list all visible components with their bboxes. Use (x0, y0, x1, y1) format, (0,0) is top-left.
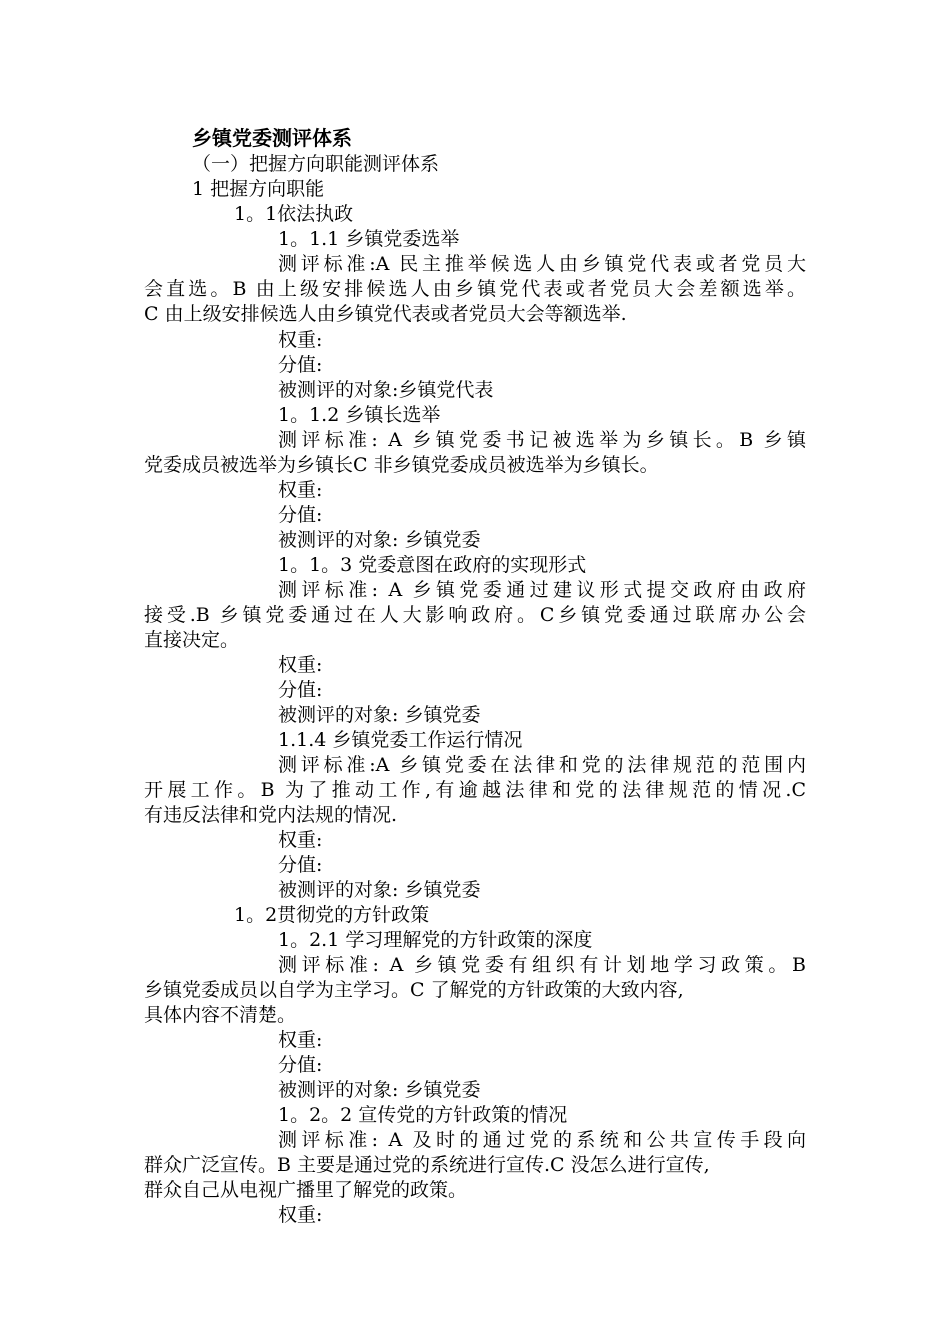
target-label: 被测评的对象: 乡镇党委 (278, 879, 481, 901)
criteria-line: 测评标准: A 及时的通过党的系统和公共宣传手段向 (278, 1129, 806, 1151)
group-heading-2: 1。2贯彻党的方针政策 (234, 904, 430, 926)
criteria-line: 测评标准:A 乡镇党委在法律和党的法律规范的范围内 (278, 754, 806, 776)
section-heading: （一）把握方向职能测评体系 (192, 153, 440, 175)
score-label: 分值: (278, 854, 323, 876)
criteria-line: 具体内容不清楚。 (144, 1004, 297, 1026)
criteria-line: 测评标准: A 乡镇党委书记被选举为乡镇长。B 乡镇 (278, 429, 806, 451)
doc-title: 乡镇党委测评体系 (192, 126, 352, 150)
group-heading-1: 1。1依法执政 (234, 203, 354, 225)
weight-label: 权重: (278, 479, 323, 501)
item-heading: 1。1.2 乡镇长选举 (278, 404, 441, 426)
criteria-line: 党委成员被选举为乡镇长C 非乡镇党委成员被选举为乡镇长。 (144, 454, 659, 476)
criteria-line: 会直选。B 由上级安排候选人由乡镇党代表或者党员大会差额选举。 (144, 278, 806, 300)
score-label: 分值: (278, 1054, 323, 1076)
criteria-line: 直接决定。 (144, 629, 240, 651)
subsection-heading: 1 把握方向职能 (192, 178, 325, 200)
criteria-line: 开展工作。B 为了推动工作,有逾越法律和党的法律规范的情况.C (144, 779, 806, 801)
item-heading: 1.1.4 乡镇党委工作运行情况 (278, 729, 523, 751)
score-label: 分值: (278, 679, 323, 701)
criteria-line: 有违反法律和党内法规的情况. (144, 804, 398, 826)
target-label: 被测评的对象: 乡镇党委 (278, 529, 481, 551)
item-heading: 1。2.1 学习理解党的方针政策的深度 (278, 929, 593, 951)
score-label: 分值: (278, 354, 323, 376)
item-heading: 1。1.1 乡镇党委选举 (278, 228, 460, 250)
criteria-line: 测评标准: A 乡镇党委通过建议形式提交政府由政府 (278, 579, 806, 601)
criteria-line: C 由上级安排候选人由乡镇党代表或者党员大会等额选举. (144, 303, 627, 325)
weight-label: 权重: (278, 329, 323, 351)
weight-label: 权重: (278, 1029, 323, 1051)
score-label: 分值: (278, 504, 323, 526)
item-heading: 1。2。2 宣传党的方针政策的情况 (278, 1104, 568, 1126)
criteria-line: 测评标准:A 民主推举候选人由乡镇党代表或者党员大 (278, 253, 806, 275)
criteria-line: 乡镇党委成员以自学为主学习。C 了解党的方针政策的大致内容, (144, 979, 684, 1001)
item-heading: 1。1。3 党委意图在政府的实现形式 (278, 554, 587, 576)
criteria-line: 群众自己从电视广播里了解党的政策。 (144, 1179, 468, 1201)
weight-label: 权重: (278, 829, 323, 851)
weight-label: 权重: (278, 1204, 323, 1226)
criteria-line: 接受.B 乡镇党委通过在人大影响政府。C乡镇党委通过联席办公会 (144, 604, 806, 626)
weight-label: 权重: (278, 654, 323, 676)
criteria-line: 群众广泛宣传。B 主要是通过党的系统进行宣传.C 没怎么进行宣传, (144, 1154, 710, 1176)
target-label: 被测评的对象: 乡镇党委 (278, 704, 481, 726)
target-label: 被测评的对象:乡镇党代表 (278, 379, 494, 401)
criteria-line: 测评标准: A 乡镇党委有组织有计划地学习政策。B (278, 954, 806, 976)
target-label: 被测评的对象: 乡镇党委 (278, 1079, 481, 1101)
